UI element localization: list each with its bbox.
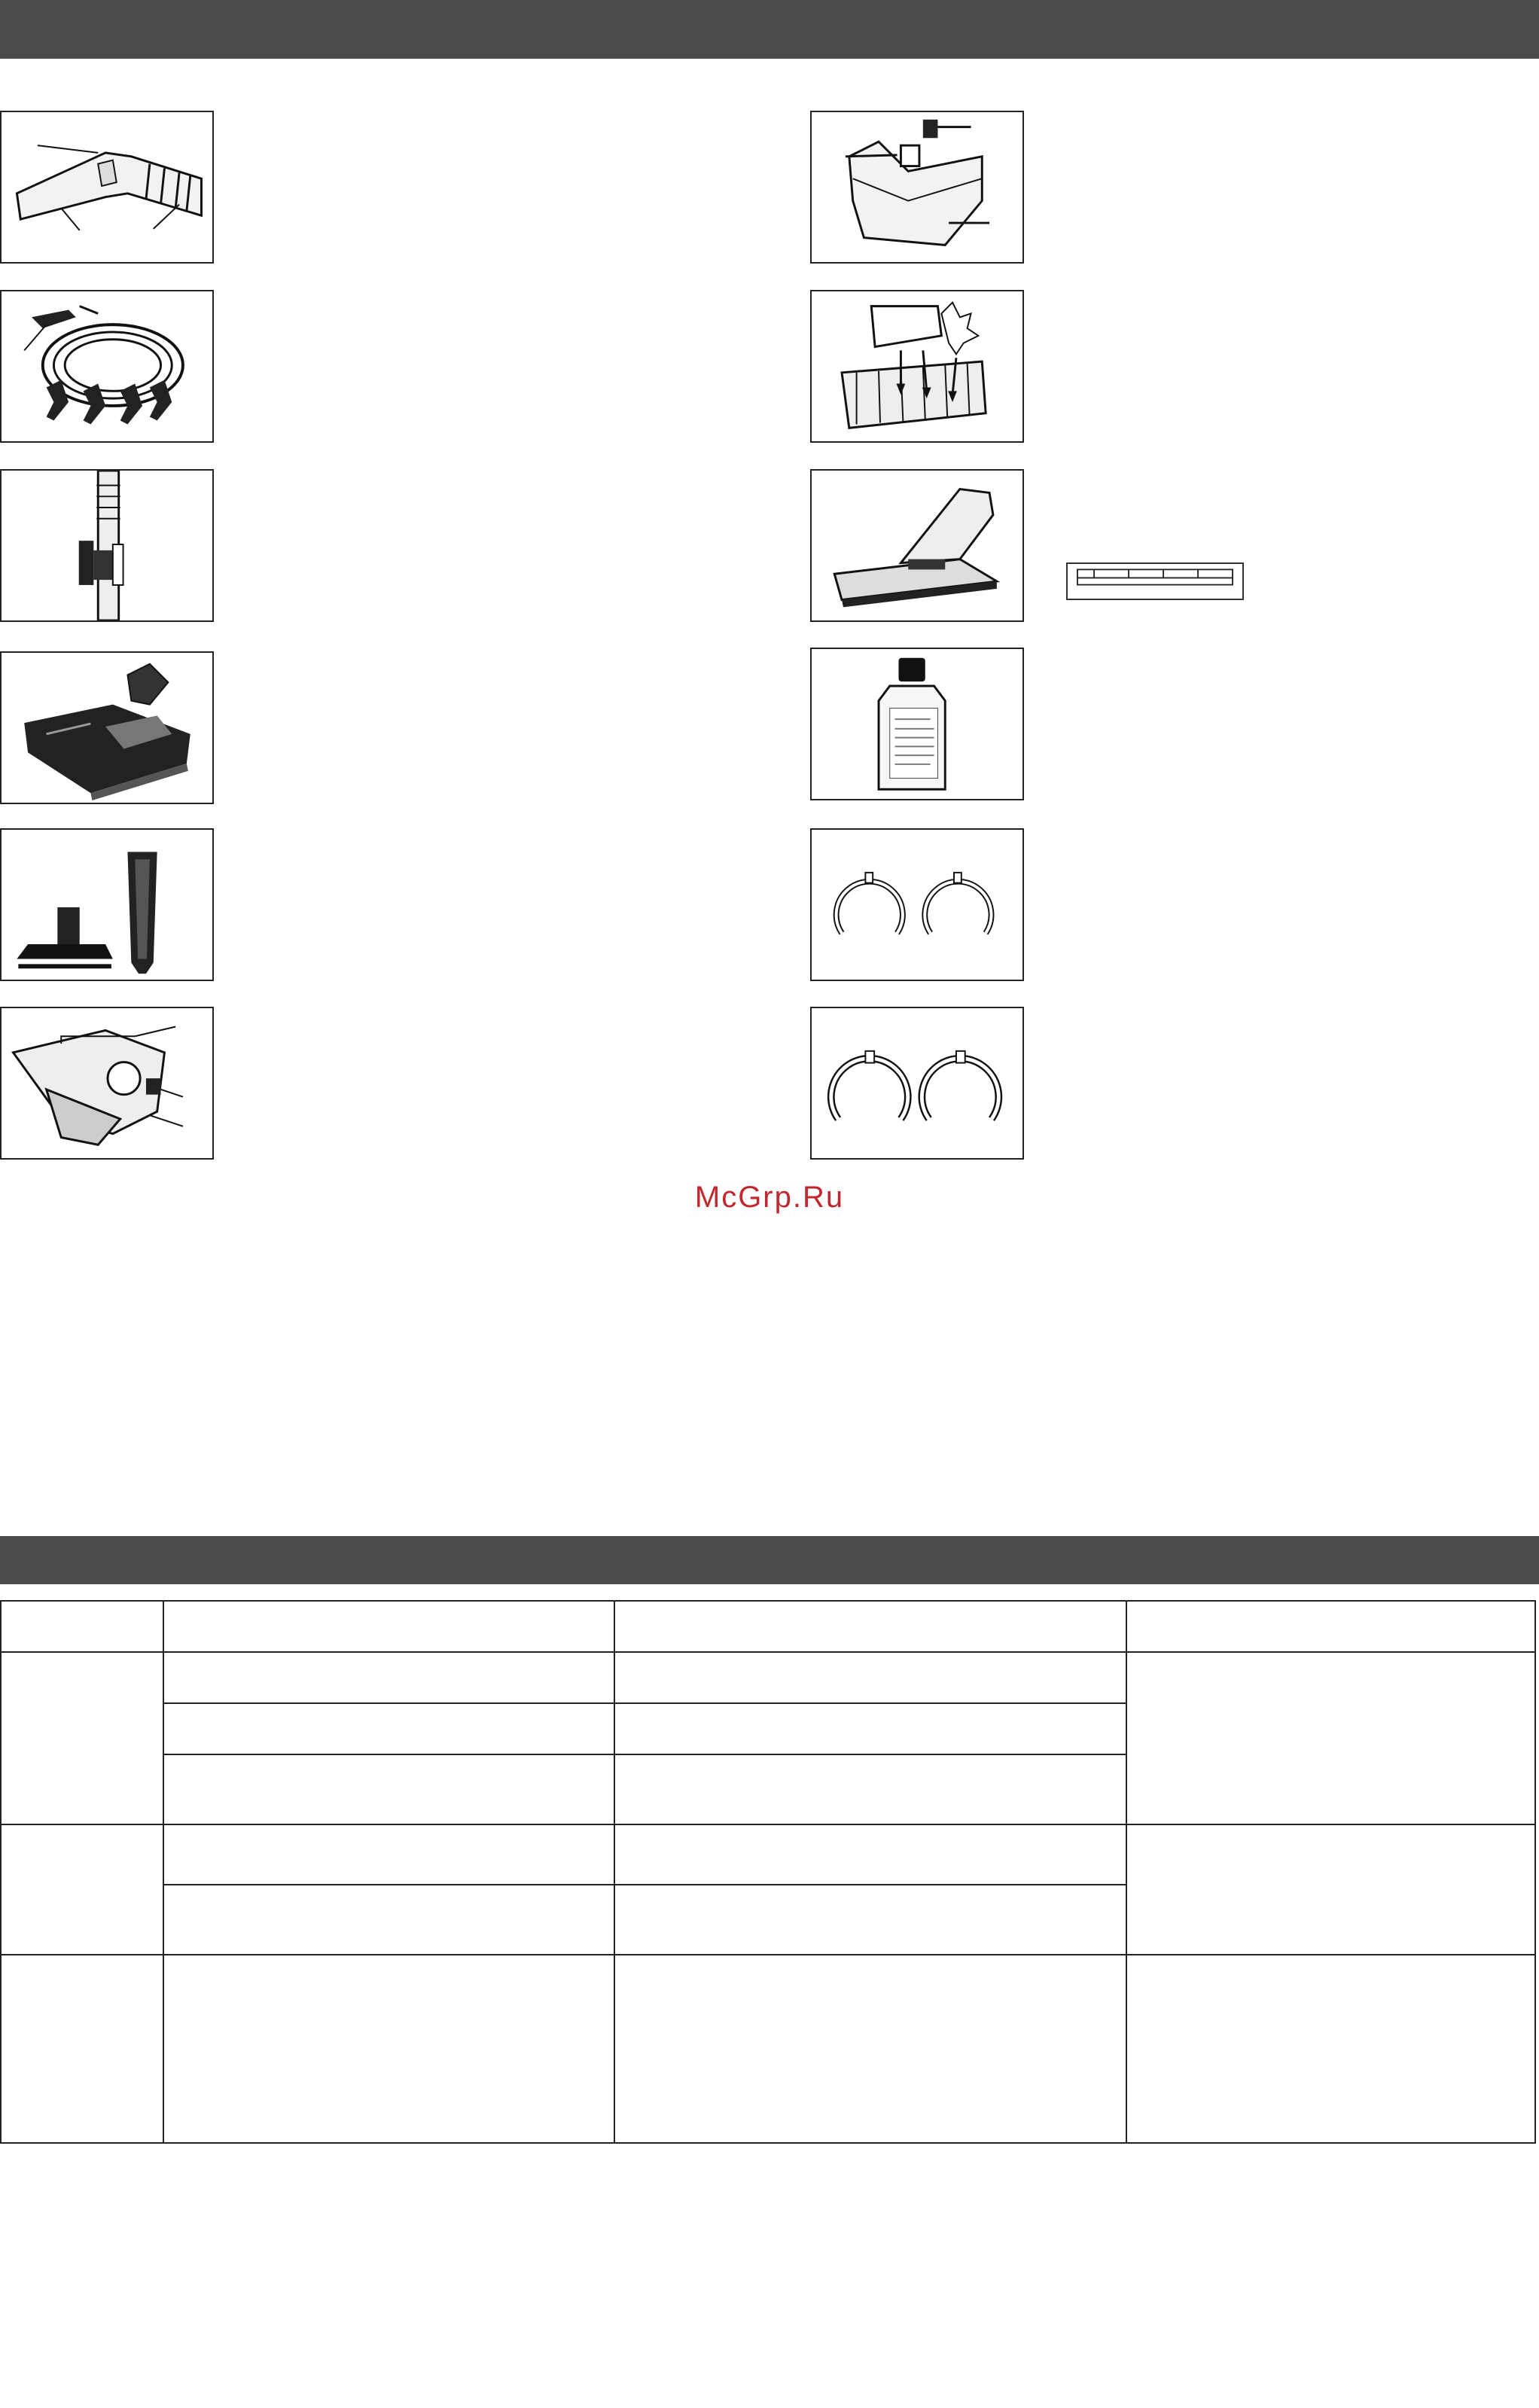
group-2-remedy-cell (1126, 1824, 1535, 1955)
steam-hose-illustration (0, 290, 214, 443)
table-header-row (1, 1601, 1535, 1652)
header-cell-1 (1, 1601, 163, 1652)
telescopic-tube-icon (2, 471, 212, 620)
window-nozzle-illustration (810, 469, 1024, 622)
dust-bag-icon (2, 1008, 212, 1158)
detergent-bottle-icon (812, 649, 1022, 799)
floor-nozzle-illustration (0, 651, 214, 804)
troubleshooting-table (0, 1600, 1536, 2144)
table-cell (163, 1754, 614, 1824)
squeegee-blade-icon (1068, 564, 1242, 599)
small-clips-icon (812, 830, 1022, 980)
group-2-cell (1, 1824, 163, 1955)
table-cell (614, 1703, 1126, 1754)
small-clips-illustration (810, 828, 1024, 981)
hose-handle-illustration (0, 111, 214, 264)
troubleshooting-header-bar (0, 1536, 1539, 1584)
table-cell (163, 1885, 614, 1955)
header-cell-3 (614, 1601, 1126, 1652)
filter-cartridge-icon (812, 291, 1022, 441)
table-cell (163, 1652, 614, 1703)
large-clips-icon (812, 1008, 1022, 1158)
small-nozzles-icon (2, 830, 212, 980)
water-tank-icon (812, 112, 1022, 262)
squeegee-blade-illustration (1066, 562, 1244, 600)
watermark-text: McGrp.Ru (694, 1181, 845, 1214)
filter-cartridge-illustration (810, 290, 1024, 443)
hose-handle-icon (2, 112, 212, 262)
group-1-remedy-cell (1126, 1652, 1535, 1824)
window-nozzle-icon (812, 471, 1022, 620)
table-cell (614, 1885, 1126, 1955)
group-1-cell (1, 1652, 163, 1824)
water-tank-illustration (810, 111, 1024, 264)
top-header-bar (0, 0, 1539, 59)
steam-hose-icon (2, 291, 212, 441)
table-cell (163, 1703, 614, 1754)
detergent-bottle-illustration (810, 648, 1024, 800)
table-cell (614, 1955, 1126, 2143)
group-3-cell (1, 1955, 163, 2143)
header-cell-2 (163, 1601, 614, 1652)
small-nozzles-illustration (0, 828, 214, 981)
large-clips-illustration (810, 1007, 1024, 1160)
floor-nozzle-icon (2, 653, 212, 803)
group-3-remedy-cell (1126, 1955, 1535, 2143)
table-cell (163, 1955, 614, 2143)
table-row (1, 1824, 1535, 1885)
table-cell (614, 1652, 1126, 1703)
dust-bag-illustration (0, 1007, 214, 1160)
header-cell-4 (1126, 1601, 1535, 1652)
table-row (1, 1955, 1535, 2143)
table-row (1, 1652, 1535, 1703)
table-cell (163, 1824, 614, 1885)
telescopic-tube-illustration (0, 469, 214, 622)
table-cell (614, 1824, 1126, 1885)
table-cell (614, 1754, 1126, 1824)
